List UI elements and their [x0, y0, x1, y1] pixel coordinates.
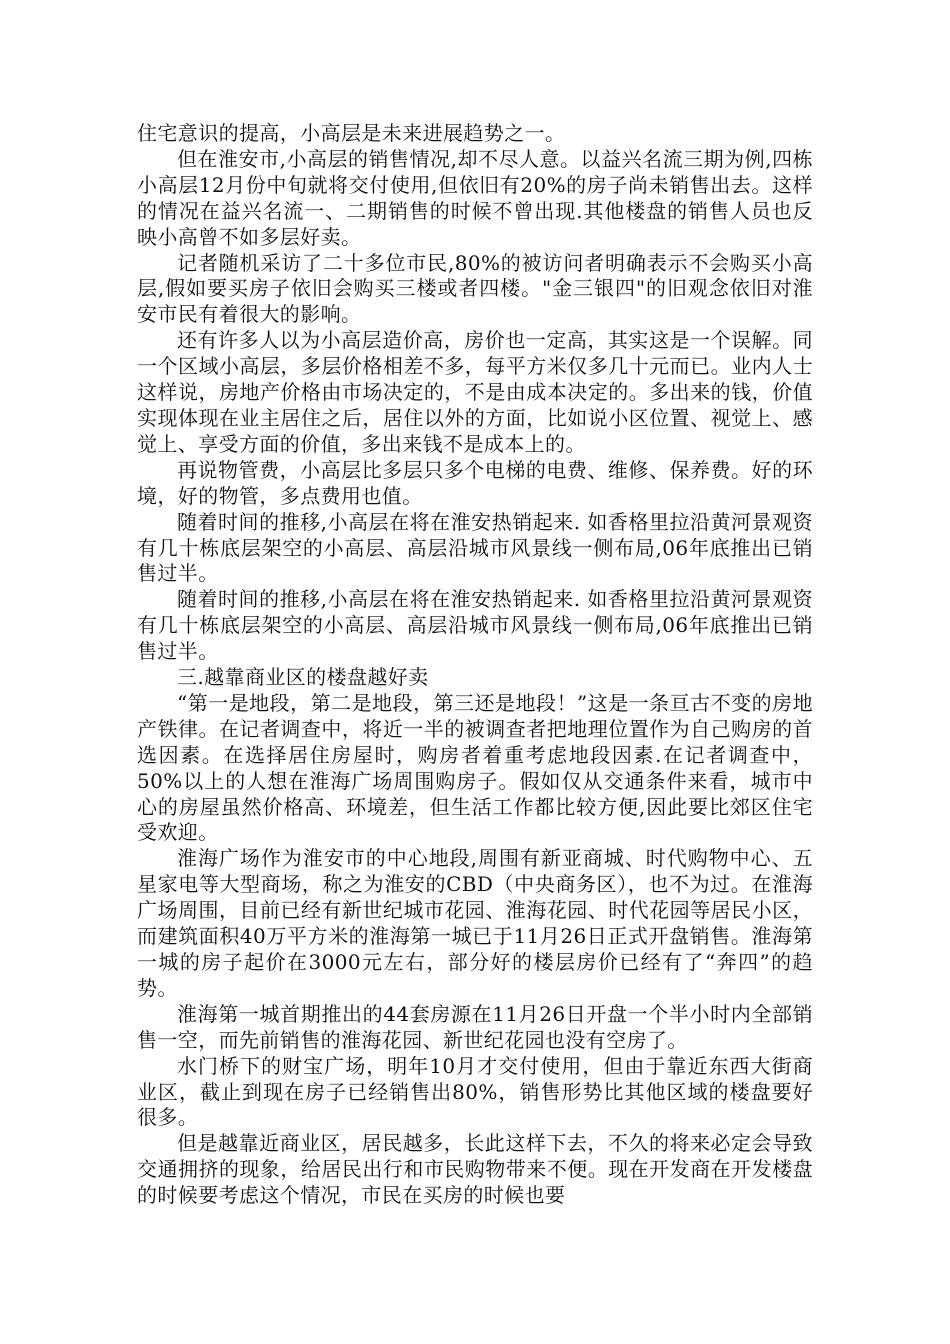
paragraph: 但在淮安市,小高层的销售情况,却不尽人意。以益兴名流三期为例,四栋小高层12月份中旬就将交付使用,但依旧有20%的房子尚未销售出去。这样的情况在益兴名流一、二期销售的时候不曾出现.其他楼盘的销售人员也反映小高曾不如多层好卖。 [137, 146, 813, 249]
paragraph: 住宅意识的提高，小高层是未来进展趋势之一。 [137, 121, 566, 145]
paragraph: 随着时间的推移,小高层在将在淮安热销起来. 如香格里拉沿黄河景观资有几十栋底层架空的小高层、高层沿城市风景线一侧布局,06年底推出已销售过半。 [137, 509, 813, 586]
paragraph: 但是越靠近商业区，居民越多，长此这样下去，不久的将来必定会导致交通拥挤的现象，给居民出行和市民购物带来不便。现在开发商在开发楼盘的时候要考虑这个情况，市民在买房的时候也要 [137, 1131, 813, 1208]
body-text [137, 121, 813, 1209]
paragraph: 淮海第一城首期推出的44套房源在11月26日开盘一个半小时内全部销售一空，而先前销售的淮海花园、新世纪花园也没有空房了。 [137, 1001, 813, 1052]
paragraph: 还有许多人以为小高层造价高，房价也一定高，其实这是一个误解。同一个区域小高层，多层价格相差不多，每平方米仅多几十元而已。业内人士这样说，房地产价格由市场决定的，不是由成本决定的。多出来的钱，价值实现体现在业主居住之后，居住以外的方面，比如说小区位置、视觉上、感觉上、享受方面的价值，多出来钱不是成本上的。 [137, 328, 813, 456]
paragraph: 淮海广场作为淮安市的中心地段,周围有新亚商城、时代购物中心、五星家电等大型商场，称之为淮安的CBD（中央商务区），也不为过。在淮海广场周围，目前已经有新世纪城市花园、淮海花园、时代花园等居民小区，而建筑面积40万平方米的淮海第一城已于11月26日正式开盘销售。淮海第一城的房子起价在3000元左右，部分好的楼层房价已经有了“奔四”的趋势。 [137, 846, 813, 1000]
paragraph: “第一是地段，第二是地段，第三还是地段！”这是一条亘古不变的房地产铁律。在记者调查中，将近一半的被调查者把地理位置作为自己购房的首选因素。在选择居住房屋时，购房者着重考虑地段因素.在记者调查中，50%以上的人想在淮海广场周围购房子。假如仅从交通条件来看，城市中心的房屋虽然价格高、环境差，但生活工作都比较方便,因此要比郊区住宅受欢迎。 [137, 690, 813, 845]
paragraph: 水门桥下的财宝广场，明年10月才交付使用，但由于靠近东西大街商业区，截止到现在房子已经销售出80%，销售形势比其他区域的楼盘要好很多。 [137, 1053, 813, 1130]
paragraph: 再说物管费，小高层比多层只多个电梯的电费、维修、保养费。好的环境，好的物管，多点费用也值。 [137, 457, 813, 508]
paragraph: 随着时间的推移,小高层在将在淮安热销起来. 如香格里拉沿黄河景观资有几十栋底层架空的小高层、高层沿城市风景线一侧布局,06年底推出已销售过半。 [137, 587, 813, 664]
section-heading: 三.越靠商业区的楼盘越好卖 [177, 665, 429, 690]
paragraph: 记者随机采访了二十多位市民,80%的被访问者明确表示不会购买小高层,假如要买房子依旧会购买三楼或者四楼。"金三银四"的旧观念依旧对淮安市民有着很大的影响。 [137, 250, 813, 327]
